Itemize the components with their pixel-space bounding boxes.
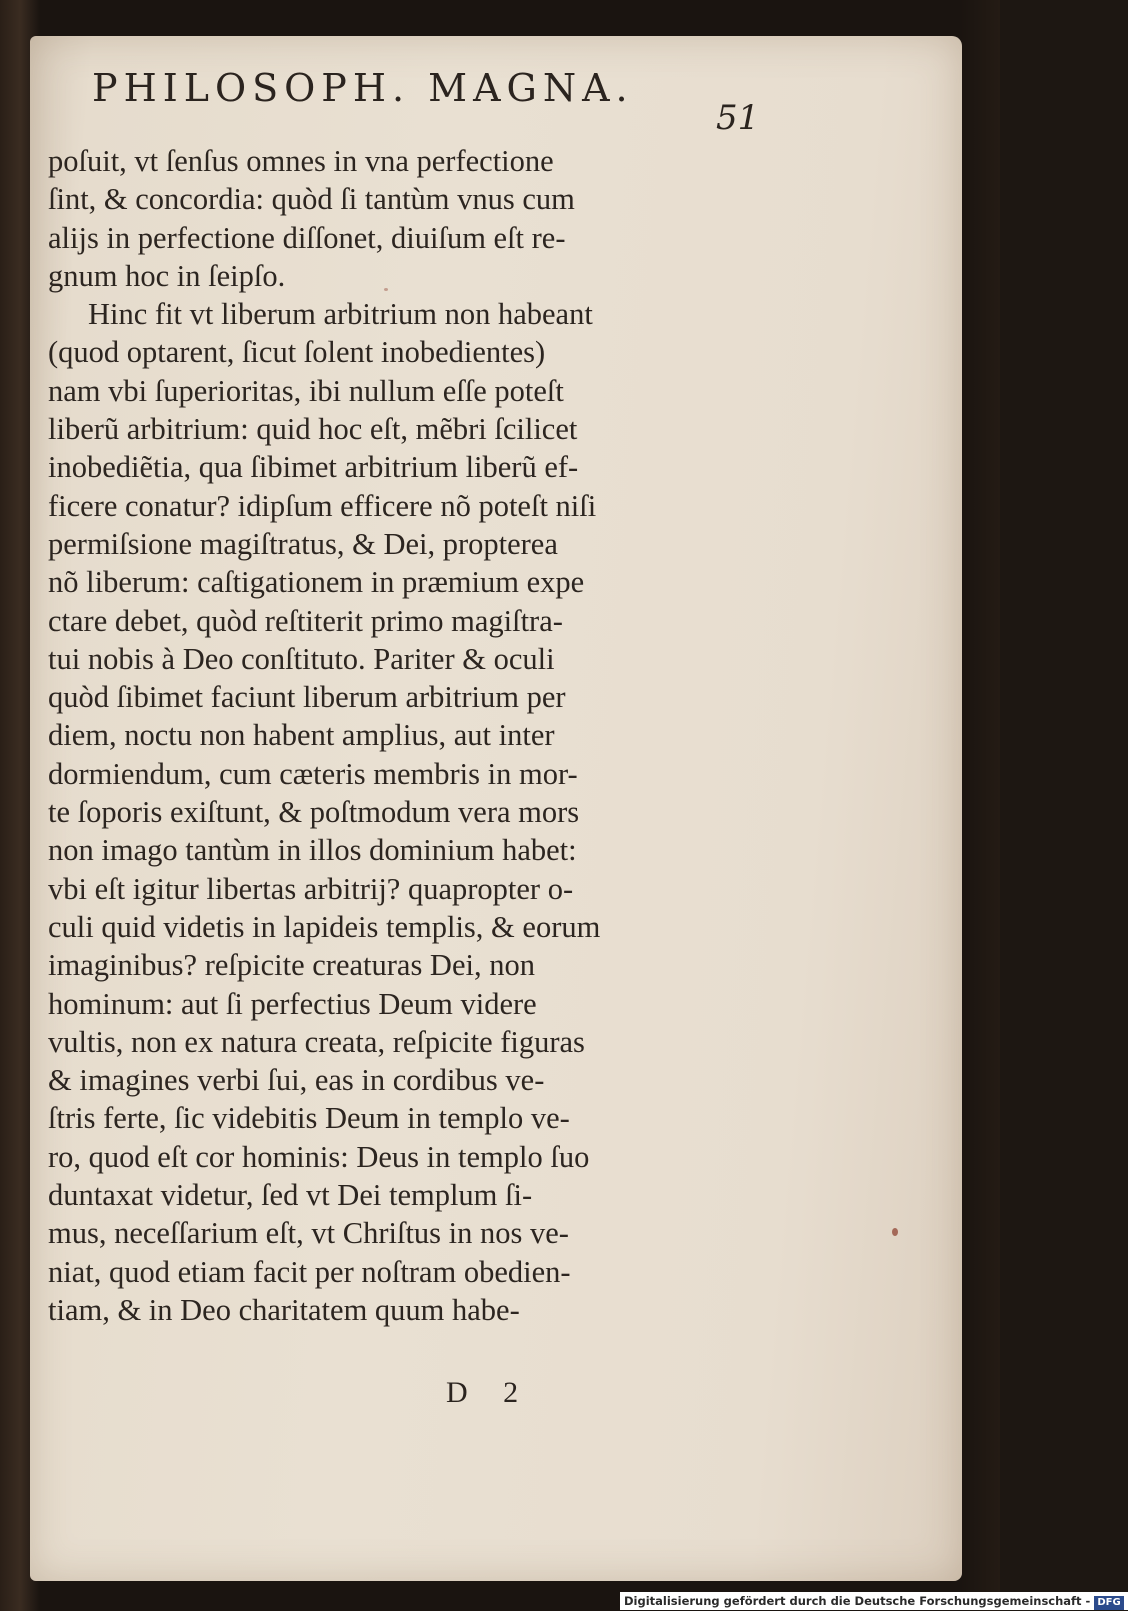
text-line: inobediẽtia, qua ſibimet arbitrium liberũ ef- (48, 450, 579, 485)
text-line: Hinc fit vt liberum arbitrium non habeant (88, 297, 593, 332)
text-line: dormiendum, cum cæteris membris in mor- (48, 756, 578, 791)
paper-speck (384, 288, 388, 291)
credit-text: Digitalisierung gefördert durch die Deutsche Forschungsgemeinschaft - (624, 1594, 1091, 1608)
text-line: tui nobis à Deo conſtituto. Pariter & oculi (48, 641, 555, 676)
text-line: poſuit, vt ſenſus omnes in vna perfectione (48, 144, 554, 178)
text-line: tiam, & in Deo charitatem quum habe- (48, 1292, 520, 1327)
text-line: mus, neceſſarium eſt, vt Chriſtus in nos ve- (48, 1216, 569, 1251)
text-line: (quod optarent, ſicut ſolent inobedientes) (48, 335, 546, 370)
running-head: PHILOSOPH. MAGNA. (92, 66, 634, 110)
text-line: hominum: aut ſi perfectius Deum videre (48, 986, 537, 1021)
signature-mark: D 2 (446, 1376, 533, 1409)
text-line: ro, quod eſt cor hominis: Deus in templo ſuo (48, 1139, 590, 1174)
body-text (48, 142, 748, 1329)
text-line: ficere conatur? idipſum efficere nõ poteſt niſi (48, 488, 597, 523)
text-line: alijs in perfectione diſſonet, diuiſum eſt re- (48, 220, 566, 255)
text-line: culi quid videtis in lapideis templis, & eorum (48, 909, 601, 944)
text-line: duntaxat videtur, ſed vt Dei templum ſi- (48, 1178, 533, 1213)
text-line: gnum hoc in ſeipſo. (48, 258, 286, 293)
text-line: vbi eſt igitur libertas arbitrij? quapropter o- (48, 871, 574, 906)
text-line: quòd ſibimet faciunt liberum arbitrium per (48, 680, 566, 715)
dfg-logo: DFG (1094, 1596, 1123, 1610)
text-line: non imago tantùm in illos dominium habet: (48, 833, 577, 868)
digitization-credit (620, 1592, 1128, 1610)
paper-speck (892, 1228, 898, 1236)
text-line: liberũ arbitrium: quid hoc eſt, mẽbri ſcilicet (48, 412, 578, 447)
text-line: vultis, non ex natura creata, reſpicite figuras (48, 1024, 585, 1059)
text-line: ſint, & concordia: quòd ſi tantùm vnus cum (48, 182, 575, 217)
text-line: ſtris ferte, ſic videbitis Deum in templo ve- (48, 1101, 570, 1136)
text-line: nam vbi ſuperioritas, ibi nullum eſſe poteſt (48, 373, 564, 408)
text-line: te ſoporis exiſtunt, & poſtmodum vera mors (48, 795, 580, 830)
text-line: niat, quod etiam facit per noſtram obedien- (48, 1254, 571, 1289)
text-line: nõ liberum: caſtigationem in præmium expe (48, 565, 585, 600)
text-line: imaginibus? reſpicite creaturas Dei, non (48, 948, 535, 983)
text-line: permiſsione magiſtratus, & Dei, propterea (48, 526, 558, 561)
page-number: 51 (716, 98, 760, 138)
text-line: ctare debet, quòd reſtiterit primo magiſtra- (48, 603, 563, 638)
text-line: diem, noctu non habent amplius, aut inter (48, 718, 555, 753)
text-line: & imagines verbi ſui, eas in cordibus ve- (48, 1063, 545, 1098)
